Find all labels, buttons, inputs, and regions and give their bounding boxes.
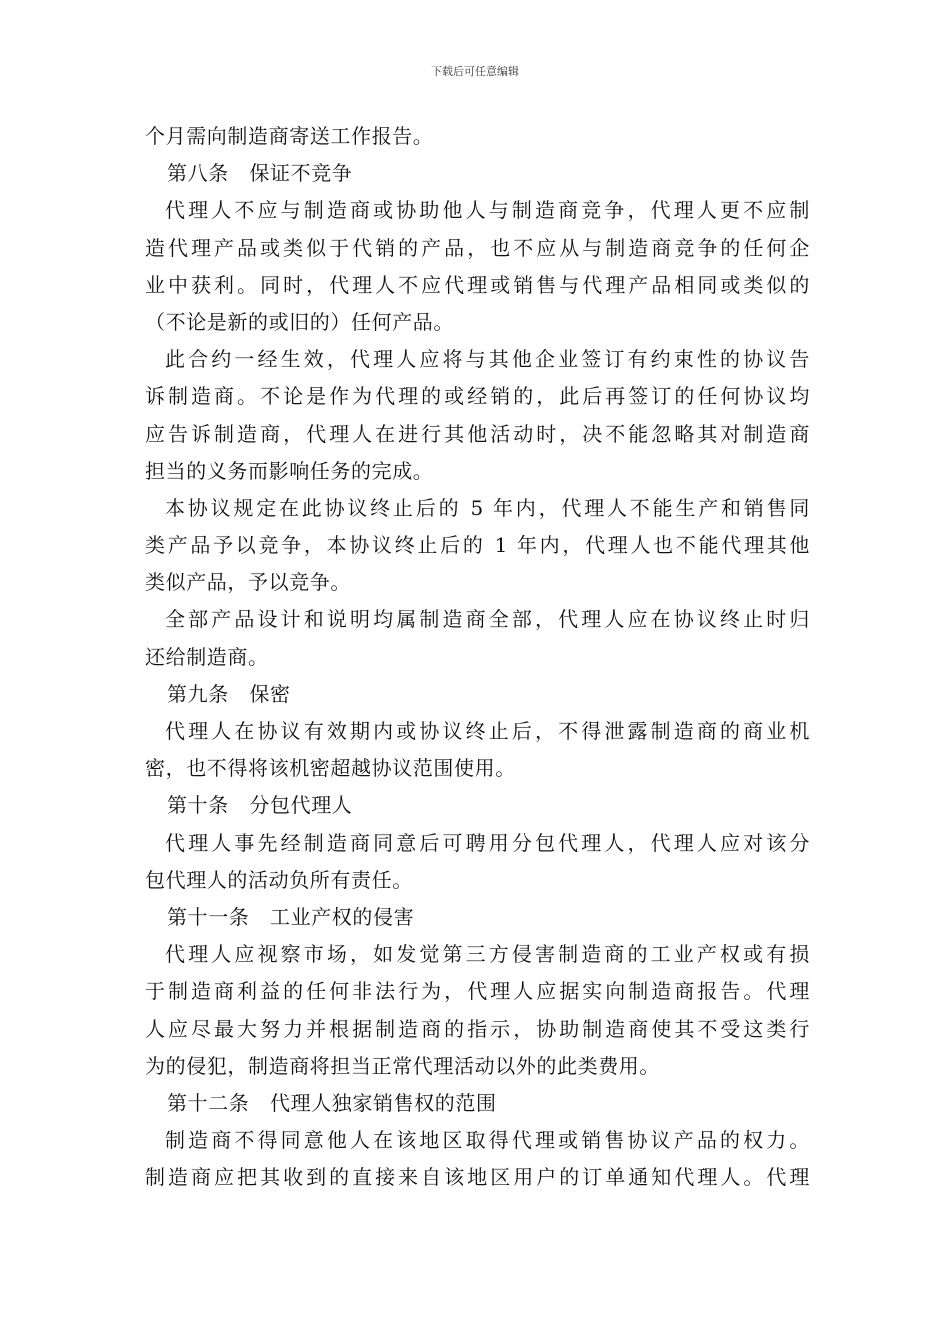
text-line: 个月需向制造商寄送工作报告。 [145, 124, 434, 148]
text-line: 代理人不应与制造商或协助他人与制造商竞争，代理人更不应制 [165, 198, 810, 223]
page-header: 下载后可任意编辑 [431, 65, 519, 78]
text-line: 还给制造商。 [145, 644, 269, 669]
text-line: 担当的义务而影响任务的完成。 [145, 458, 434, 483]
text-line: 诉制造商。不论是作为代理的或经销的，此后再签订的任何协议均 [145, 384, 810, 409]
text-line: 包代理人的活动负所有责任。 [145, 867, 413, 892]
text-line: 制造商应把其收到的直接来自该地区用户的订单通知代理人。代理 [145, 1165, 810, 1190]
text-line: 代理人事先经制造商同意后可聘用分包代理人，代理人应对该分 [165, 830, 810, 855]
text-line: 为的侵犯，制造商将担当正常代理活动以外的此类费用。 [145, 1053, 660, 1078]
text-line: 密，也不得将该机密超越协议范围使用。 [145, 756, 516, 781]
text-line: 代理人在协议有效期内或协议终止后，不得泄露制造商的商业机 [165, 719, 810, 743]
text-line: 此合约一经生效，代理人应将与其他企业签订有约束性的协议告 [165, 347, 810, 372]
text-line: 类产品予以竞争，本协议终止后的 1 年内，代理人也不能代理其他 [145, 533, 810, 558]
text-line: 于制造商利益的任何非法行为，代理人应据实向制造商报告。代理 [145, 979, 810, 1004]
text-line: 人应尽最大努力并根据制造商的指示，协助制造商使其不受这类行 [145, 1016, 810, 1041]
text-line: 全部产品设计和说明均属制造商全部，代理人应在协议终止时归 [165, 607, 810, 632]
text-line: 造代理产品或类似于代销的产品，也不应从与制造商竞争的任何企 [145, 235, 810, 260]
text-line: （不论是新的或旧的）任何产品。 [145, 309, 454, 334]
article-heading-9: 第九条 保密 [167, 681, 291, 706]
text-line: 应告诉制造商，代理人在进行其他活动时，决不能忽略其对制造商 [145, 421, 810, 446]
text-line: 本协议规定在此协议终止后的 5 年内，代理人不能生产和销售同 [165, 495, 810, 520]
article-heading-10: 第十条 分包代理人 [167, 793, 353, 818]
text-line: 制造商不得同意他人在该地区取得代理或销售协议产品的权力。 [165, 1128, 810, 1153]
text-line: 业中获利。同时，代理人不应代理或销售与代理产品相同或类似的 [145, 272, 810, 297]
article-heading-8: 第八条 保证不竞争 [167, 161, 353, 186]
article-heading-11: 第十一条 工业产权的侵害 [167, 904, 415, 929]
document-body [145, 118, 810, 1196]
text-line: 代理人应视察市场，如发觉第三方侵害制造商的工业产权或有损 [165, 942, 810, 967]
text-line: 类似产品，予以竞争。 [145, 570, 351, 595]
article-heading-12: 第十二条 代理人独家销售权的范围 [167, 1090, 497, 1115]
